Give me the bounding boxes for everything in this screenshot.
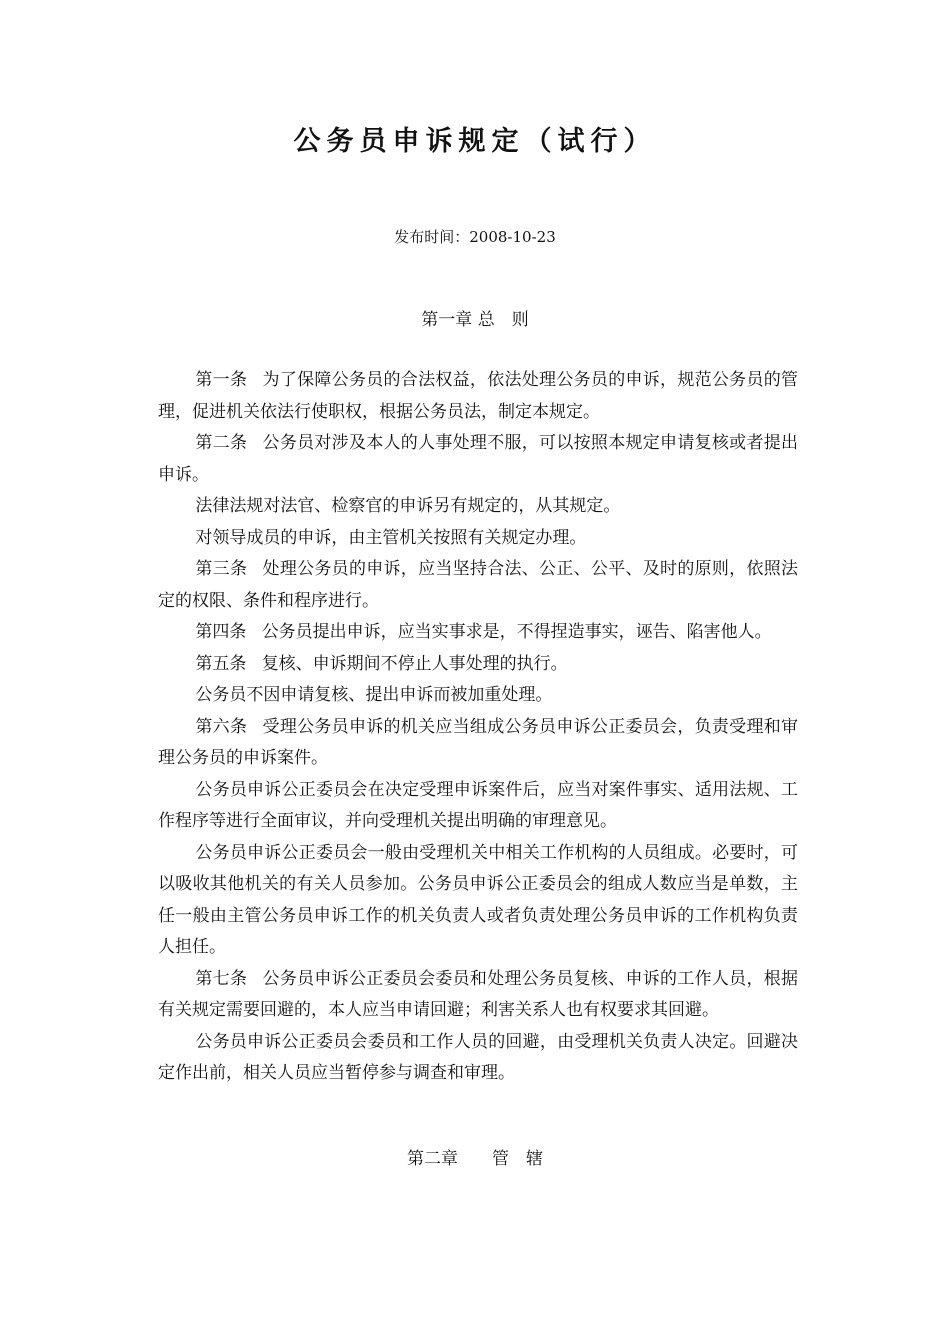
paragraph-text: 公务员提出申诉，应当实事求是，不得捏造事实，诬告、陷害他人。: [261, 622, 772, 642]
article-number: 第二条: [195, 433, 248, 453]
paragraph-text: 公务员申诉公正委员会委员和处理公务员复核、申诉的工作人员，根据有关规定需要回避的，本人应当申请回避；利害关系人也有权要求其回避。: [158, 968, 799, 1020]
article-number: 第七条: [195, 968, 248, 989]
publish-date: 发布时间：2008-10-23: [394, 228, 556, 246]
chapter-heading-1: 第一章 总 则: [421, 310, 529, 330]
article-number: 第六条: [195, 716, 248, 737]
paragraph: [158, 617, 798, 649]
paragraph: [158, 365, 798, 428]
paragraph-text: 为了保障公务员的合法权益，依法处理公务员的申诉，规范公务员的管理，促进机关依法行使职权，根据公务员法，制定本规定。: [158, 370, 799, 422]
paragraph: [158, 1027, 798, 1090]
document-title: 公务员申诉规定（试行）: [293, 126, 657, 157]
document-body: [158, 365, 798, 1090]
paragraph-text: 公务员对涉及本人的人事处理不服，可以按照本规定申请复核或者提出申诉。: [158, 433, 799, 485]
paragraph: [158, 680, 798, 712]
paragraph-text: 对领导成员的申诉，由主管机关按照有关规定办理。: [195, 527, 587, 548]
paragraph-text: 公务员申诉公正委员会一般由受理机关中相关工作机构的人员组成。必要时，可以吸收其他机关的有关人员参加。公务员申诉公正委员会的组成人数应当是单数，主任一般由主管公务员申诉工作的机关负责人或者负责处理公务员申诉的工作机构负责人担任。: [158, 842, 798, 957]
article-number: 第五条: [195, 653, 247, 674]
paragraph-text: 受理公务员申诉的机关应当组成公务员申诉公正委员会，负责受理和审理公务员的申诉案件。: [158, 716, 799, 768]
paragraph-text: 复核、申诉期间不停止人事处理的执行。: [261, 653, 568, 674]
paragraph-text: 处理公务员的申诉，应当坚持合法、公正、公平、及时的原则，依照法定的权限、条件和程序进行。: [158, 559, 799, 611]
paragraph: [158, 523, 798, 555]
paragraph-text: 公务员申诉公正委员会委员和工作人员的回避，由受理机关负责人决定。回避决定作出前，相关人员应当暂停参与调查和审理。: [158, 1031, 798, 1083]
article-number: 第四条: [195, 622, 247, 642]
paragraph: [158, 491, 798, 523]
paragraph: [158, 554, 798, 617]
paragraph: [158, 775, 798, 838]
chapter-heading-2: 第二章 管 辖: [407, 1149, 543, 1169]
paragraph: [158, 428, 798, 491]
paragraph: [158, 838, 798, 964]
paragraph-text: 法律法规对法官、检察官的申诉另有规定的，从其规定。: [195, 496, 621, 516]
paragraph-text: 公务员不因申请复核、提出申诉而被加重处理。: [195, 685, 553, 705]
paragraph: [158, 712, 798, 775]
paragraph-text: 公务员申诉公正委员会在决定受理申诉案件后，应当对案件事实、适用法规、工作程序等进行全面审议，并向受理机关提出明确的审理意见。: [158, 779, 798, 831]
paragraph: [158, 649, 798, 681]
article-number: 第一条: [195, 370, 248, 390]
paragraph: [158, 964, 798, 1027]
article-number: 第三条: [195, 559, 248, 579]
